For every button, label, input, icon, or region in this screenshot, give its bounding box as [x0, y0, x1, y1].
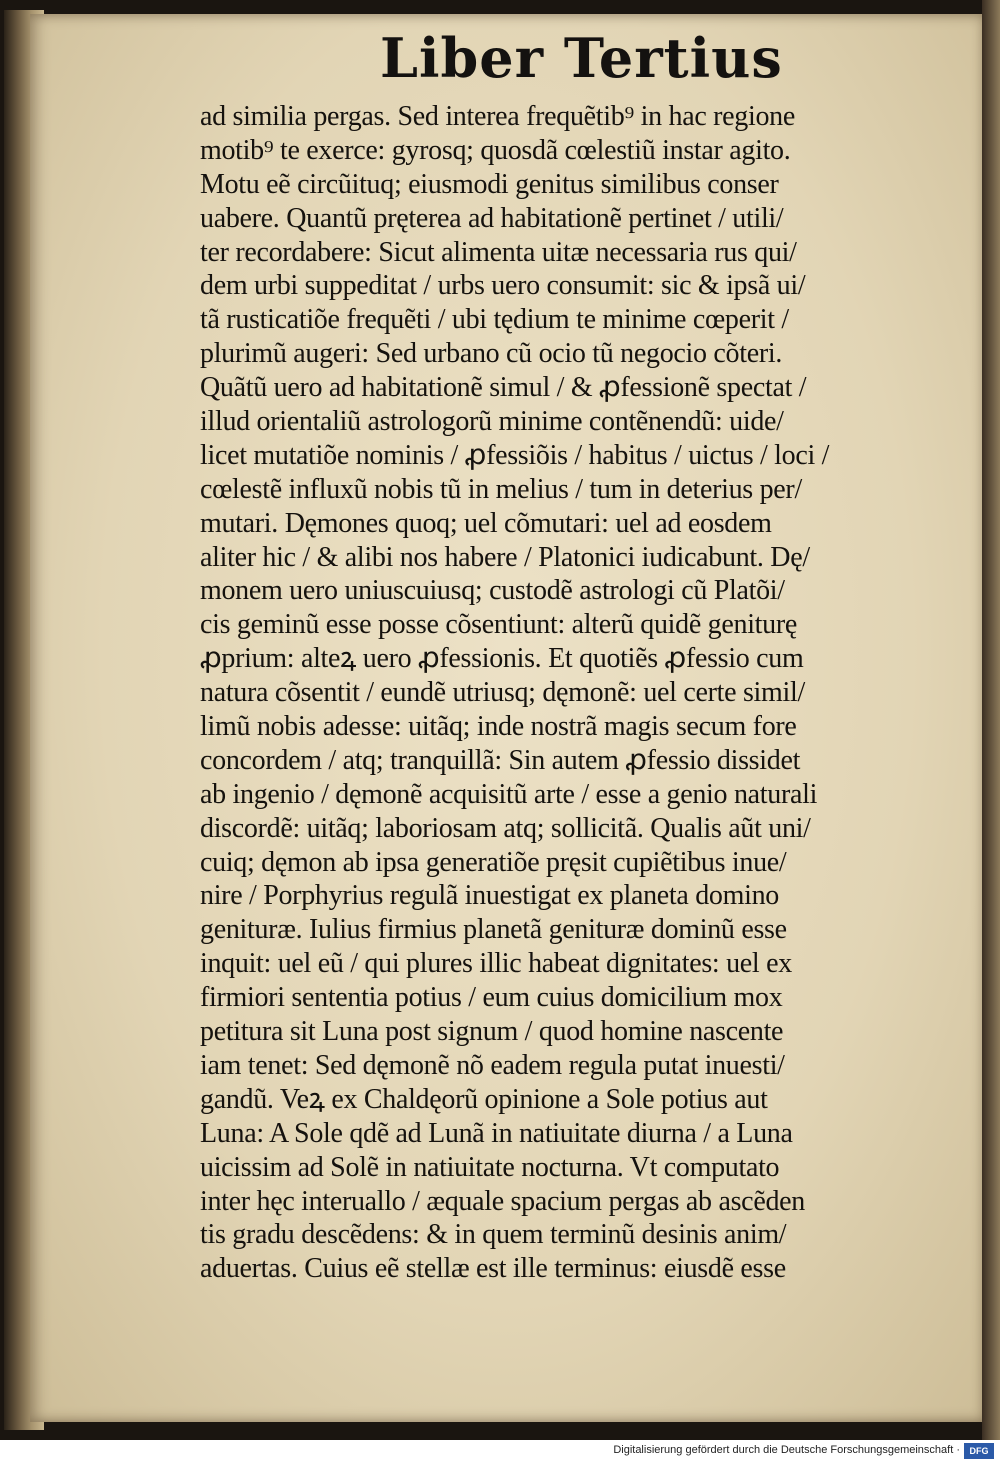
dfg-logo-icon: DFG — [964, 1443, 994, 1459]
text-line: iam tenet: Sed dęmonẽ nõ eadem regula putat inuesti/ — [200, 1049, 785, 1081]
text-line: uicissim ad Solẽ in natiuitate nocturna. Vt computato — [200, 1151, 780, 1183]
text-line: natura cõsentit / eundẽ utriusq; dęmonẽ: uel certe simil/ — [200, 677, 805, 709]
text-line: licet mutatiõe nominis / ꝓfessiõis / habitus / uictus / loci / — [200, 439, 830, 471]
text-line: ꝓprium: alteꝝ uero ꝓfessionis. Et quotiẽs ꝓfessio cum — [200, 643, 804, 675]
text-line: Luna: A Sole qdẽ ad Lunã in natiuitate diurna / a Luna — [200, 1117, 793, 1149]
text-line: Quãtũ uero ad habitationẽ simul / & ꝓfessionẽ spectat / — [200, 372, 807, 404]
text-line: cis geminũ esse posse cõsentiunt: alterũ quidẽ geniturę — [200, 609, 798, 641]
text-line: tã rusticatiõe frequẽti / ubi tędium te minime cœperit / — [200, 304, 789, 336]
text-line: limũ nobis adesse: uitãq; inde nostrã magis secum fore — [200, 711, 797, 743]
text-line: inter hęc interuallo / æquale spacium pergas ab ascẽden — [200, 1185, 805, 1217]
right-page-edge — [982, 0, 1000, 1440]
text-line: plurimũ augeri: Sed urbano cũ ocio tũ negocio cõteri. — [200, 338, 783, 370]
text-line: inquit: uel eũ / qui plures illic habeat dignitates: uel ex — [200, 948, 792, 980]
text-line: nire / Porphyrius regulã inuestigat ex planeta domino — [200, 880, 779, 912]
text-line: cœlestẽ influxũ nobis tũ in melius / tum in deterius per/ — [200, 473, 802, 505]
text-line: ab ingenio / dęmonẽ acquisitũ arte / esse a genio naturali — [200, 778, 818, 810]
text-line: cuiq; dęmon ab ipsa generatiõe pręsit cupiẽtibus inue/ — [200, 846, 787, 878]
text-line: monem uero uniuscuiusq; custodẽ astrologi cũ Platõi/ — [200, 575, 785, 607]
text-line: tis gradu descẽdens: & in quem terminũ desinis anim/ — [200, 1219, 787, 1251]
text-line: mutari. Dęmones quoq; uel cõmutari: uel ad eosdem — [200, 507, 772, 539]
text-line: illud orientaliũ astrologorũ minime contẽnendũ: uide/ — [200, 406, 784, 438]
text-line: uabere. Quantũ pręterea ad habitationẽ pertinet / utili/ — [200, 202, 784, 234]
text-line: genituræ. Iulius firmius planetã genituræ dominũ esse — [200, 914, 787, 946]
text-line: aduertas. Cuius eẽ stellæ est ille terminus: eiusdẽ esse — [200, 1253, 786, 1285]
text-line: petitura sit Luna post signum / quod homine nascente — [200, 1016, 784, 1048]
text-line: Motu eẽ circũituq; eiusmodi genitus similibus conser — [200, 168, 779, 200]
text-line: gandũ. Veꝝ ex Chaldęorũ opinione a Sole potius aut — [200, 1083, 768, 1115]
text-line: aliter hic / & alibi nos habere / Platonici iudicabunt. Dę/ — [200, 541, 810, 573]
text-line: motib⁹ te exerce: gyrosq; quosdã cœlestiũ instar agito. — [200, 134, 791, 166]
body-text — [200, 100, 940, 1286]
text-line: firmiori sententia potius / eum cuius domicilium mox — [200, 982, 783, 1014]
running-head: Liber Tertius — [380, 26, 783, 90]
text-line: concordem / atq; tranquillã: Sin autem ꝓfessio dissidet — [200, 744, 801, 776]
text-line: ad similia pergas. Sed interea frequẽtib⁹ in hac regione — [200, 101, 796, 132]
text-line: dem urbi suppeditat / urbs uero consumit: sic & ipsã ui/ — [200, 270, 806, 302]
text-line: ter recordabere: Sicut alimenta uitæ necessaria rus qui/ — [200, 236, 797, 268]
digitization-footer — [0, 1440, 1000, 1464]
footer-credit: Digitalisierung gefördert durch die Deutsche Forschungsgemeinschaft · — [613, 1444, 960, 1456]
text-line: discordẽ: uitãq; laboriosam atq; sollicitã. Qualis aũt uni/ — [200, 812, 811, 844]
